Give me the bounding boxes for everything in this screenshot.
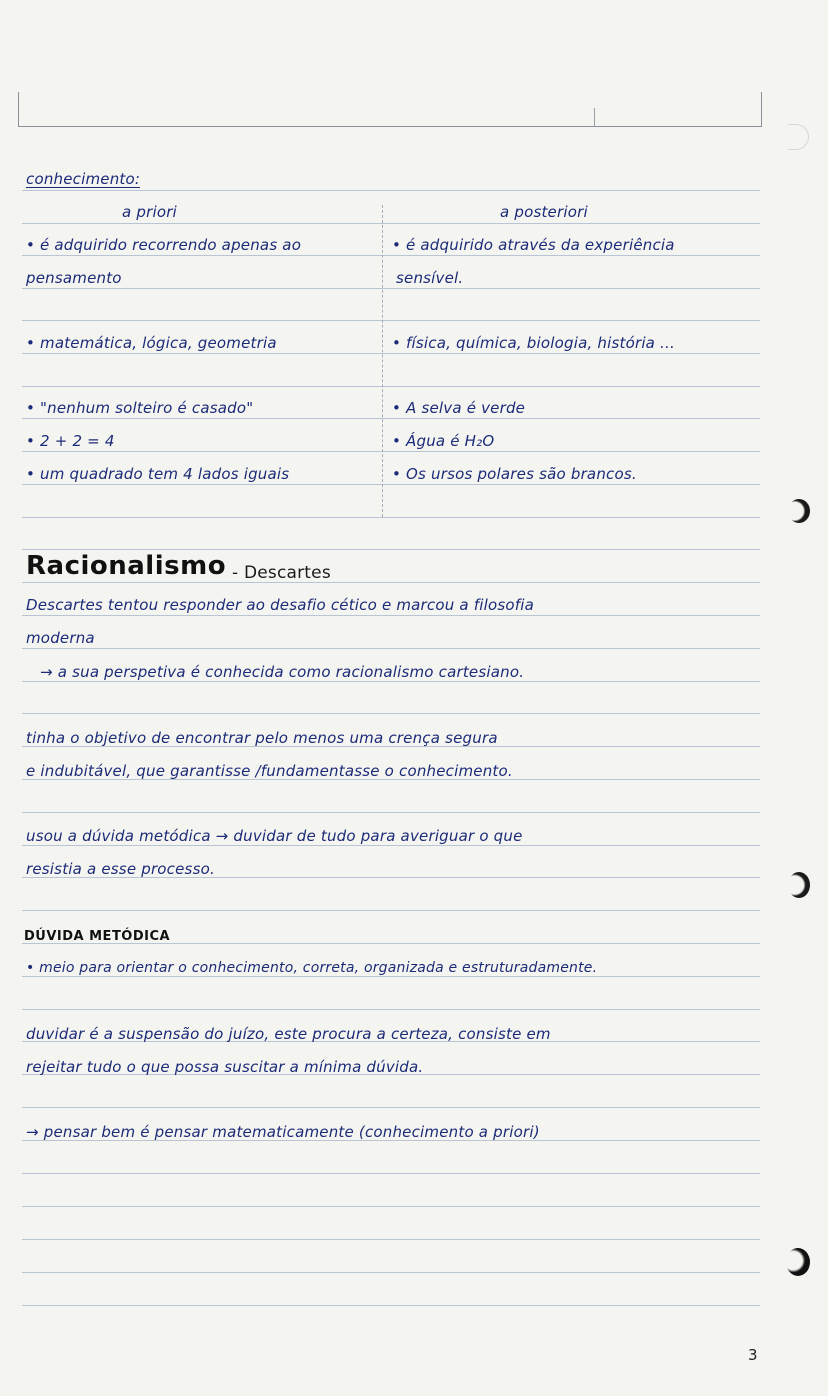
subsection-title: DÚVIDA METÓDICA xyxy=(24,929,171,944)
aposteriori-example-3: • Os ursos polares são brancos. xyxy=(392,465,637,483)
aposteriori-definition-line1: • é adquirido através da experiência xyxy=(392,236,675,254)
ruled-line xyxy=(22,812,760,813)
binder-hole xyxy=(786,1248,810,1276)
binder-hole xyxy=(788,124,809,150)
apriori-areas: • matemática, lógica, geometria xyxy=(26,334,277,352)
ruled-line xyxy=(22,1009,760,1010)
aposteriori-example-2: • Água é H₂O xyxy=(392,432,495,450)
ruled-line xyxy=(22,1206,760,1207)
apriori-definition-line2: pensamento xyxy=(26,269,122,287)
ruled-line xyxy=(22,353,760,354)
apriori-example-1: • "nenhum solteiro é casado" xyxy=(26,399,254,417)
ruled-line xyxy=(22,713,760,714)
section-paragraph-3-line-2: resistia a esse processo. xyxy=(26,860,215,878)
ruled-line xyxy=(22,1173,760,1174)
subsection-paragraph-2-line-2: rejeitar tudo o que possa suscitar a mínima dúvida. xyxy=(26,1058,424,1076)
aposteriori-areas: • física, química, biologia, história ... xyxy=(392,334,675,352)
ruled-line xyxy=(22,517,760,518)
binder-hole xyxy=(788,499,810,523)
header-divider xyxy=(594,108,595,126)
ruled-line xyxy=(22,681,760,682)
aposteriori-title: a posteriori xyxy=(500,203,588,221)
subsection-paragraph-1: • meio para orientar o conhecimento, correta, organizada e estruturadamente. xyxy=(26,960,598,976)
ruled-line xyxy=(22,910,760,911)
notes-heading: conhecimento: xyxy=(26,170,141,188)
subsection-paragraph-2-line-1: duvidar é a suspensão do juízo, este procura a certeza, consiste em xyxy=(26,1025,551,1043)
section-title: Racionalismo xyxy=(26,551,227,581)
apriori-definition-line1: • é adquirido recorrendo apenas ao xyxy=(26,236,302,254)
binder-hole xyxy=(788,872,810,898)
ruled-line xyxy=(22,320,760,321)
section-paragraph-2-line-2: e indubitável, que garantisse /fundamentasse o conhecimento. xyxy=(26,762,513,780)
ruled-line xyxy=(22,288,760,289)
ruled-line xyxy=(22,976,760,977)
aposteriori-example-1: • A selva é verde xyxy=(392,399,526,417)
section-paragraph-1-line-1: Descartes tentou responder ao desafio cético e marcou a filosofia xyxy=(26,596,534,614)
header-box xyxy=(18,92,762,127)
section-paragraph-1-line-2: moderna xyxy=(26,629,95,647)
ruled-line xyxy=(22,484,760,485)
apriori-example-3: • um quadrado tem 4 lados iguais xyxy=(26,465,290,483)
ruled-line xyxy=(22,1107,760,1108)
apriori-title: a priori xyxy=(122,203,177,221)
ruled-line xyxy=(22,648,760,649)
ruled-line xyxy=(22,223,760,224)
ruled-line xyxy=(22,1305,760,1306)
section-paragraph-1-line-3: → a sua perspetiva é conhecida como racionalismo cartesiano. xyxy=(40,663,525,681)
ruled-line xyxy=(22,845,760,846)
aposteriori-definition-line2: sensível. xyxy=(396,269,464,287)
ruled-line xyxy=(22,451,760,452)
ruled-line xyxy=(22,615,760,616)
ruled-line xyxy=(22,582,760,583)
ruled-line xyxy=(22,190,760,191)
section-paragraph-3-line-1: usou a dúvida metódica → duvidar de tudo para averiguar o que xyxy=(26,827,523,845)
section-paragraph-2-line-1: tinha o objetivo de encontrar pelo menos uma crença segura xyxy=(26,729,498,747)
ruled-line xyxy=(22,1239,760,1240)
column-divider xyxy=(382,205,383,517)
ruled-line xyxy=(22,1272,760,1273)
page-number: 3 xyxy=(748,1346,758,1364)
ruled-line xyxy=(22,418,760,419)
apriori-example-2: • 2 + 2 = 4 xyxy=(26,432,115,450)
section-subtitle: - Descartes xyxy=(232,563,331,583)
ruled-line xyxy=(22,549,760,550)
subsection-paragraph-3: → pensar bem é pensar matematicamente (conhecimento a priori) xyxy=(26,1123,540,1141)
ruled-line xyxy=(22,255,760,256)
ruled-line xyxy=(22,386,760,387)
